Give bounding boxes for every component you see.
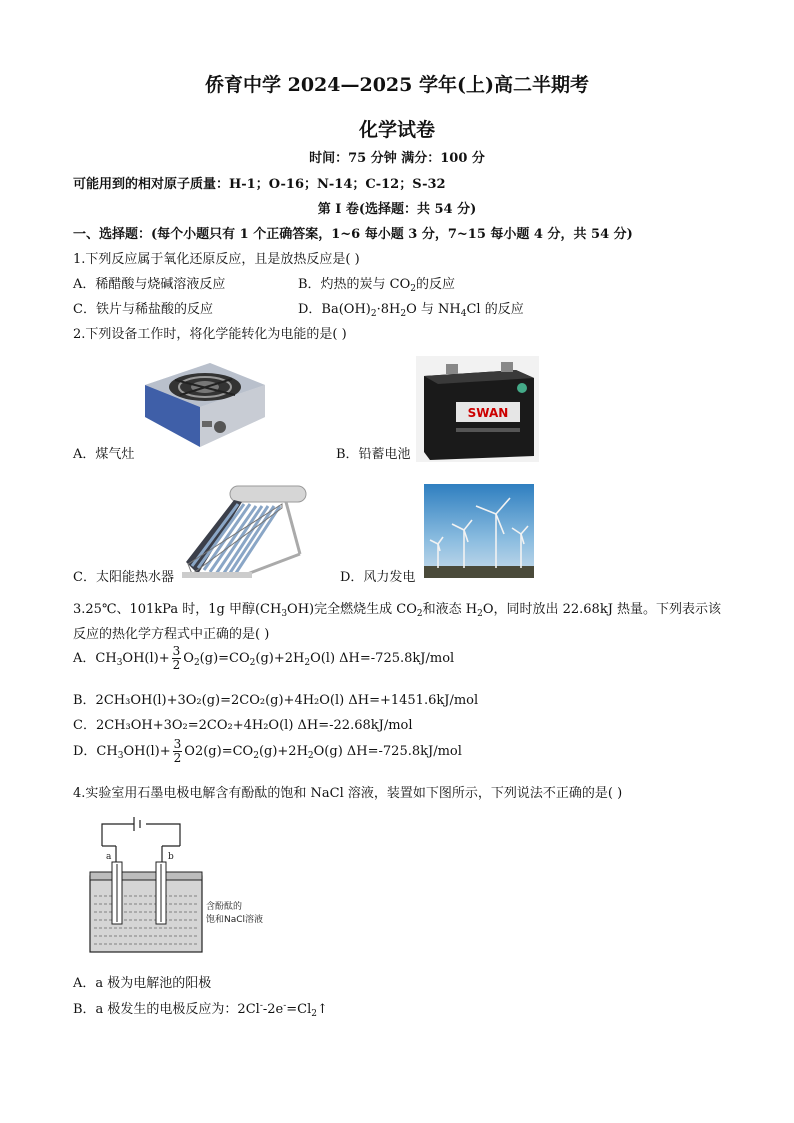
q3-a-pre: A．CH — [73, 651, 117, 666]
q4-option-b — [73, 998, 328, 1019]
q3-a-rest2: (g)+2H — [255, 651, 305, 666]
atomic-masses: 可能用到的相对原子质量：H-1；O-16；N-14；C-12；S-32 — [73, 177, 446, 192]
electrode-b-label: b — [168, 852, 174, 862]
q3-stem-c: 和液态 H — [422, 602, 478, 617]
battery-brand: SWAN — [467, 406, 509, 420]
time-score: 时间：75 分钟 满分：100 分 — [309, 151, 485, 166]
fraction-three-halves — [173, 738, 183, 765]
q3-a-post: O — [183, 651, 194, 666]
q1-b-post: 的反应 — [416, 277, 456, 292]
q1-option-b — [298, 273, 455, 294]
q3-d-end: O(g) ΔH=-725.8kJ/mol — [313, 744, 462, 759]
q3-d-rest: (g)+2H — [258, 744, 308, 759]
q1-option-a: A．稀醋酸与烧碱溶液反应 — [73, 277, 226, 292]
q2-option-c: C．太阳能热水器 — [73, 570, 174, 585]
q1-option-d — [298, 298, 524, 319]
q4-b-pre: B．a 极发生的电极反应为：2Cl — [73, 1002, 260, 1017]
wind-power-image — [424, 484, 534, 578]
q2-stem: 2.下列设备工作时，将化学能转化为电能的是( ) — [73, 327, 347, 342]
exam-title: 侨育中学 2024—2025 学年(上)高二半期考 — [205, 74, 589, 96]
q1-b-text: B．灼热的炭与 CO — [298, 277, 411, 292]
q1-stem: 1.下列反应属于氧化还原反应，且是放热反应是( ) — [73, 252, 360, 267]
q3-sub: 3 — [117, 751, 124, 761]
solution-label-line1: 含酚酞的 — [206, 902, 243, 912]
q3-option-b: B．2CH₃OH(l)+3O₂(g)=2CO₂(g)+4H₂O(l) ΔH=+1451.6kJ/mol — [73, 693, 479, 708]
q3-stem-line1 — [73, 598, 721, 619]
lead-battery-image — [416, 356, 539, 462]
q1-d-sub2: 2 — [400, 309, 407, 319]
electrode-a-label: a — [106, 852, 112, 862]
q3-sub: 2 — [307, 751, 314, 761]
q3-stem-a: 3.25℃、101kPa 时，1g 甲醇(CH — [73, 602, 282, 617]
gas-stove-image — [140, 355, 270, 455]
q1-option-c: C．铁片与稀盐酸的反应 — [73, 302, 213, 317]
q4-stem: 4.实验室用石墨电极电解含有酚酞的饱和 NaCl 溶液，装置如下图所示，下列说法不正确的是( ) — [73, 786, 623, 801]
q2-option-b: B．铅蓄电池 — [336, 447, 411, 462]
q4-b-mid2: =Cl — [286, 1002, 312, 1017]
q4-b-post: ↑ — [317, 1002, 328, 1017]
q4-b-sup1: - — [259, 1001, 263, 1011]
q3-a-rest: (g)=CO — [199, 651, 250, 666]
q3-option-c: C．2CH₃OH+3O₂=2CO₂+4H₂O(l) ΔH=-22.68kJ/mol — [73, 718, 413, 733]
q3-stem-d: O，同时放出 22.68kJ 热量。下列表示该 — [482, 602, 722, 617]
q3-a-mid: OH(l)+ — [122, 651, 170, 666]
q3-d-pre: D．CH — [73, 744, 118, 759]
section1-heading: 一、选择题：(每个小题只有 1 个正确答案，1~6 每小题 3 分，7~15 每小题 4 分，共 54 分) — [73, 227, 633, 242]
solution-label-line2: 饱和NaCl溶液 — [206, 915, 264, 925]
q3-sub: 2 — [253, 751, 259, 761]
q2-option-d: D．风力发电 — [340, 570, 416, 585]
q3-sub: 3 — [281, 609, 288, 619]
q3-sub: 2 — [477, 609, 483, 619]
q3-sub: 2 — [193, 658, 200, 668]
q3-option-a — [73, 645, 454, 672]
frac-num: 3 — [173, 737, 182, 751]
q1-b-sub: 2 — [410, 284, 417, 294]
electrolysis-apparatus-diagram — [86, 814, 286, 956]
exam-subtitle: 化学试卷 — [358, 119, 435, 141]
q3-d-mid: OH(l)+ — [123, 744, 171, 759]
q3-d-post: O2(g)=CO — [184, 744, 254, 759]
q3-stem-line2: 反应的热化学方程式中正确的是( ) — [73, 627, 270, 642]
q1-d-mid: ·8H — [376, 302, 401, 317]
q3-sub: 2 — [249, 658, 256, 668]
q4-option-a: A．a 极为电解池的阳极 — [73, 976, 212, 991]
q3-a-end: O(l) ΔH=-725.8kJ/mol — [310, 651, 455, 666]
q3-option-d — [73, 738, 462, 765]
q1-d-post: Cl 的反应 — [466, 302, 524, 317]
q3-sub: 3 — [116, 658, 123, 668]
q3-sub: 2 — [416, 609, 423, 619]
q4-b-mid: -2e — [262, 1002, 284, 1017]
q1-d-sub1: 2 — [370, 309, 377, 319]
frac-den: 2 — [173, 751, 182, 765]
frac-den: 2 — [172, 658, 181, 672]
q2-option-a: A．煤气灶 — [73, 447, 135, 462]
q1-d-text: D．Ba(OH) — [298, 302, 371, 317]
q4-b-sup2: - — [283, 1001, 287, 1011]
q1-d-mid2: O 与 NH — [406, 302, 461, 317]
solar-heater-image — [182, 484, 308, 580]
fraction-three-halves — [172, 645, 182, 672]
frac-num: 3 — [172, 644, 181, 658]
q3-stem-b: OH)完全燃烧生成 CO — [287, 602, 417, 617]
part1-heading: 第 I 卷(选择题：共 54 分) — [317, 202, 477, 217]
q3-sub: 2 — [304, 658, 311, 668]
q1-d-sub3: 4 — [460, 309, 467, 319]
q4-b-sub: 2 — [311, 1009, 317, 1019]
